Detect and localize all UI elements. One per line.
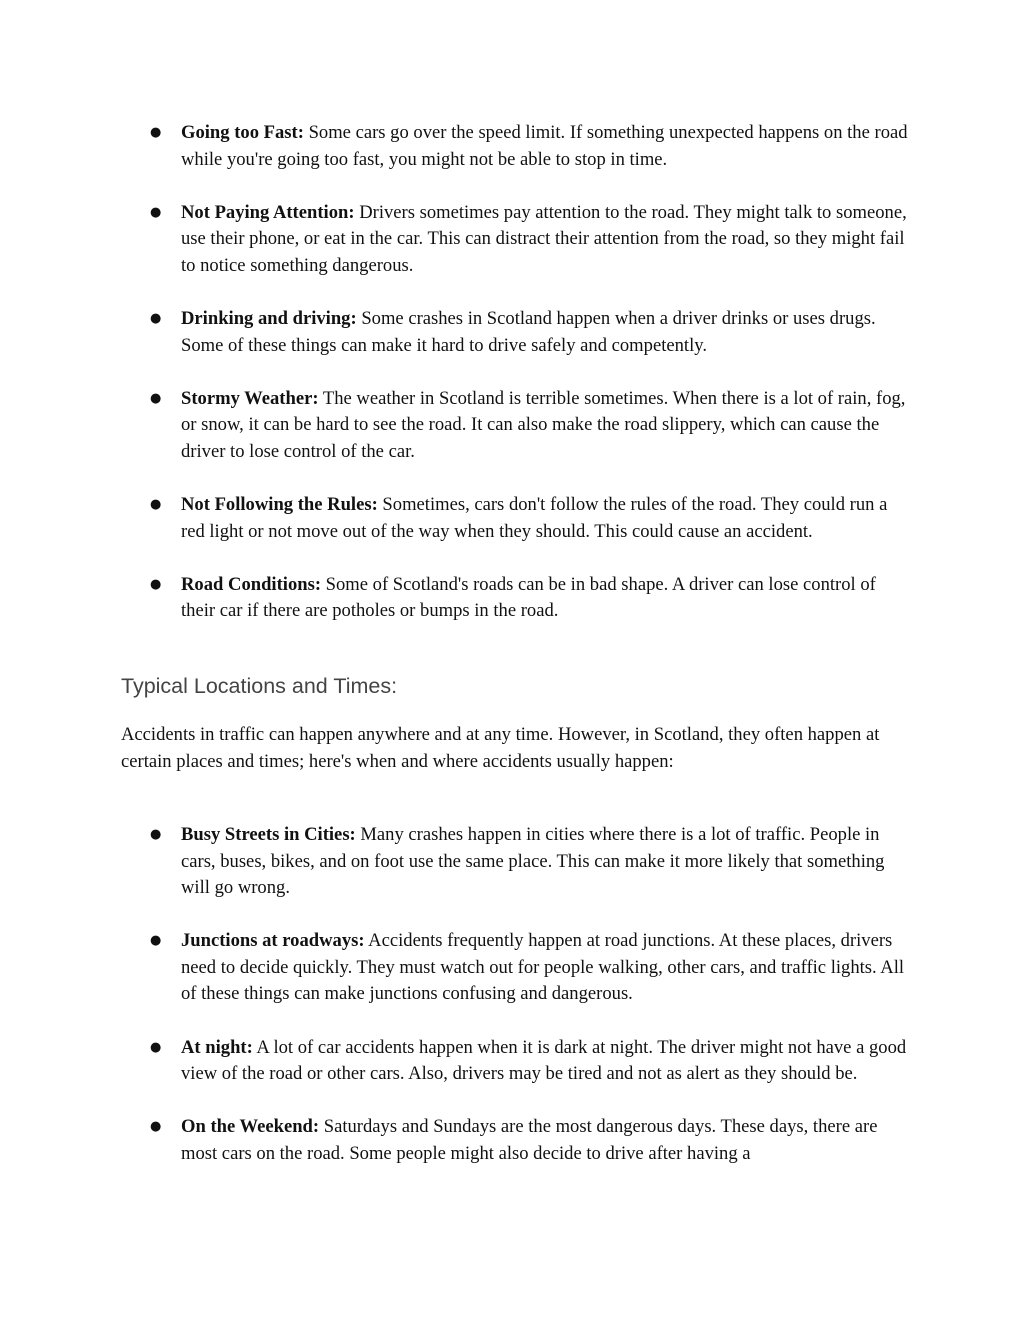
- causes-list: [150, 120, 910, 651]
- bullet-icon: ●: [150, 390, 162, 406]
- item-title: Not Following the Rules:: [181, 493, 378, 515]
- bullet-icon: ●: [150, 125, 162, 140]
- list-item: [150, 200, 910, 280]
- bullet-icon: ●: [150, 204, 162, 220]
- item-title: Stormy Weather:: [181, 387, 319, 409]
- bullet-icon: ●: [150, 576, 162, 592]
- item-text: Saturdays and Sundays are the most dangerous days. These days, there are most cars on the road. Some people might also decide to drive after having a: [181, 1116, 878, 1164]
- item-title: Junctions at roadways:: [181, 930, 365, 952]
- bullet-icon: ●: [150, 827, 162, 842]
- bullet-icon: ●: [150, 1039, 162, 1055]
- item-text: Many crashes happen in cities where there is a lot of traffic. People in cars, buses, bikes, and on foot use the same place. This can make it more likely that something will go wrong.: [181, 824, 885, 899]
- item-title: Busy Streets in Cities:: [181, 824, 356, 845]
- item-title: Going too Fast:: [181, 122, 304, 143]
- section-intro: Accidents in traffic can happen anywhere and at any time. However, in Scotland, they often happen at certain places and times; here's when and where accidents usually happen:: [121, 724, 880, 772]
- list-item: [150, 306, 910, 359]
- bullet-icon: ●: [150, 496, 162, 512]
- list-item: [150, 120, 910, 173]
- item-text: Drivers sometimes pay attention to the road. They might talk to someone, use their phone, or eat in the car. This can distract their attention from the road, so they might fail to notice something dangerous.: [181, 201, 907, 276]
- item-title: Road Conditions:: [181, 573, 322, 595]
- bullet-icon: ●: [150, 933, 162, 949]
- locations-list: [150, 822, 910, 1194]
- item-title: At night:: [181, 1036, 253, 1058]
- item-text: Accidents frequently happen at road junctions. At these places, drivers need to decide quickly. They must watch out for people walking, other cars, and traffic lights. All of these things can make junctions confusing and dangerous.: [181, 930, 905, 1005]
- bullet-icon: ●: [150, 310, 162, 326]
- item-title: Not Paying Attention:: [181, 201, 355, 223]
- bullet-icon: ●: [150, 1119, 162, 1135]
- item-text: Sometimes, cars don't follow the rules of the road. They could run a red light or not move out of the way when they should. This could cause an accident.: [181, 493, 888, 542]
- list-item: [150, 386, 910, 466]
- list-item: [150, 928, 910, 1008]
- list-item: [150, 1035, 910, 1088]
- item-text: Some cars go over the speed limit. If something unexpected happens on the road while you're going too fast, you might not be able to stop in time.: [181, 122, 908, 170]
- item-text: A lot of car accidents happen when it is dark at night. The driver might not have a good view of the road or other cars. Also, drivers may be tired and not as alert as they should be.: [181, 1036, 907, 1085]
- item-text: Some crashes in Scotland happen when a driver drinks or uses drugs. Some of these things can make it hard to drive safely and competently.: [181, 307, 876, 356]
- item-text: Some of Scotland's roads can be in bad shape. A driver can lose control of their car if there are potholes or bumps in the road.: [181, 573, 876, 622]
- item-title: Drinking and driving:: [181, 307, 357, 329]
- item-title: On the Weekend:: [181, 1116, 320, 1138]
- item-text: The weather in Scotland is terrible sometimes. When there is a lot of rain, fog, or snow, it can be hard to see the road. It can also make the road slippery, which can cause the driver to lose control of the car.: [181, 387, 906, 462]
- section-heading: Typical Locations and Times:: [121, 674, 398, 698]
- list-item: [150, 822, 910, 902]
- list-item: [150, 492, 910, 545]
- list-item: [150, 572, 910, 625]
- list-item: [150, 1114, 910, 1167]
